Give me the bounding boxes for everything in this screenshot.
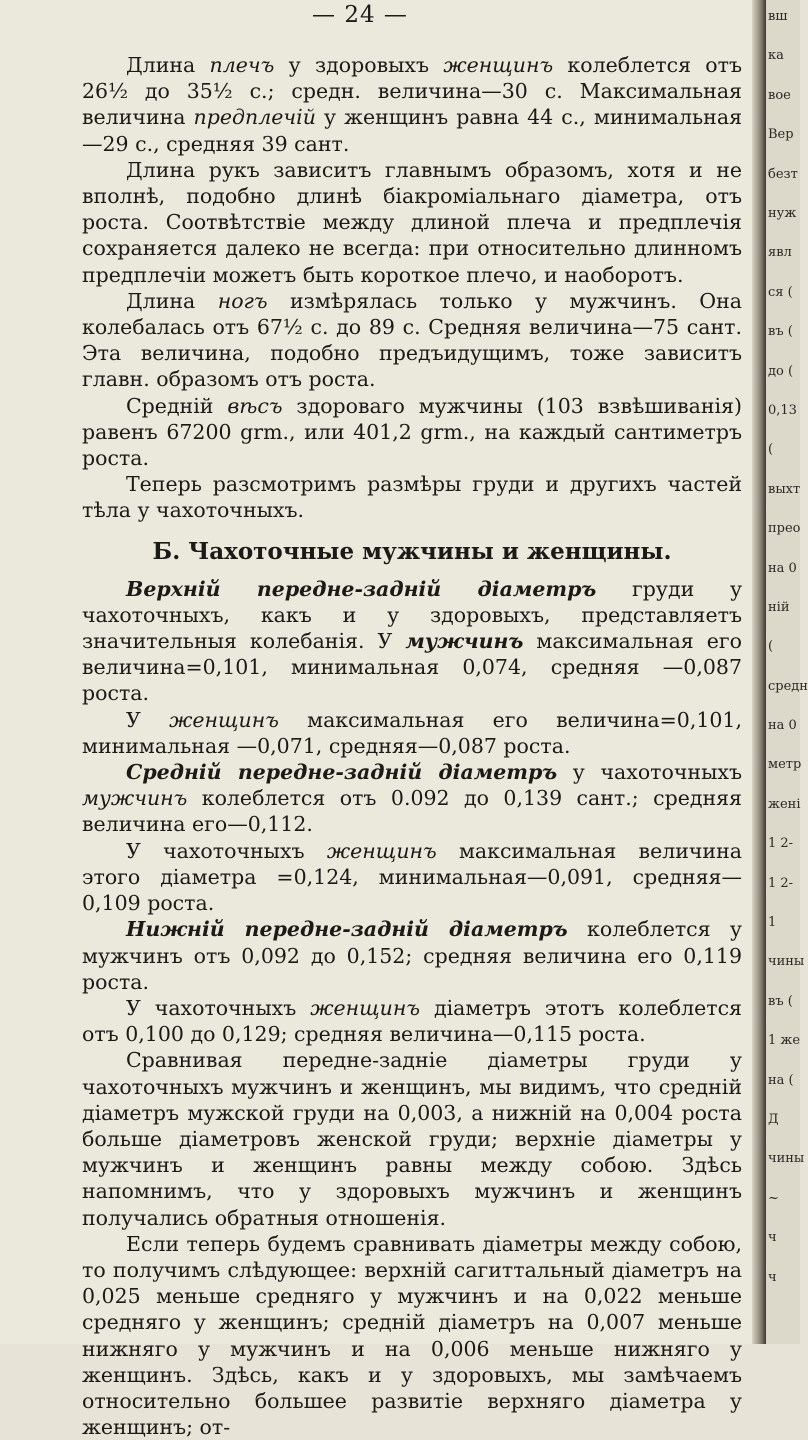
text-run: измѣрялась только у мужчинъ. Она колебалась отъ 67½ с. до 89 с. Средняя величина—75 сант. Эта величина, подобно предъидущимъ, тоже зависитъ главн. образомъ отъ роста.: [82, 288, 742, 392]
text-run: діаметръ этотъ колеблется отъ 0,100 до 0,129; средняя величина—0,115 роста.: [82, 995, 742, 1047]
text-run: максимальная его величина=0,101, минимальная 0,074, средняя —0,087 роста.: [82, 629, 742, 706]
emphasis-run: Средній передне-задній діаметръ: [126, 760, 558, 785]
next-page-fragment: на 0: [768, 560, 797, 576]
paragraph: [82, 393, 742, 472]
next-page-fragment: вш: [768, 9, 788, 24]
next-page-fragment: Д: [768, 1112, 779, 1128]
emphasis-run: женщинъ: [310, 995, 421, 1020]
next-page-fragment: 1 2-: [768, 875, 794, 891]
text-run: У чахоточныхъ: [126, 838, 327, 863]
next-page-edge: [766, 0, 808, 1344]
page-number: — 24 —: [312, 2, 408, 28]
text-run: у здоровыхъ: [274, 53, 444, 77]
next-page-fragment: ка: [768, 48, 784, 64]
next-page-fragment: 0,13: [768, 402, 797, 418]
paragraph: [82, 838, 742, 917]
next-page-fragment: (: [768, 639, 774, 655]
book-gutter: [752, 0, 766, 1344]
emphasis-run: женщинъ: [443, 53, 554, 77]
text-run: У чахоточныхъ: [126, 995, 311, 1020]
text-run: колеблется отъ 0.092 до 0,139 сант.; средняя величина его—0,112.: [82, 786, 742, 837]
next-page-fragment: въ (: [768, 993, 793, 1009]
paragraph: [82, 759, 742, 838]
paragraph: [82, 52, 742, 157]
text-run: колеблется у мужчинъ отъ 0,092 до 0,152; средняя величина его 0,119 роста.: [82, 917, 742, 994]
paragraph: [82, 1231, 742, 1440]
text-run: Если теперь будемъ сравнивать діаметры между собою, то получимъ слѣдующее: верхній сагиттальный діаметръ на 0,025 меньше средняго у мужчинъ и на 0,022 меньше средняго у женщинъ; средній діаметръ на 0,007 меньше нижняго у мужчинъ и на 0,006 меньше нижняго у женщинъ. Здѣсь, какъ и у здоровыхъ, мы замѣчаемъ относительно большее развитіе верхняго діаметра у женщинъ; от-: [82, 1231, 742, 1440]
text-run: Длина: [126, 288, 218, 313]
paragraph: [82, 576, 742, 707]
next-page-fragment: явл: [768, 245, 792, 261]
text-run: Длина рукъ зависитъ главнымъ образомъ, хотя и не вполнѣ, подобно длинѣ біакроміальнаго діаметра, отъ роста. Соотвѣтствіе между длиной плеча и предплечія сохраняется далеко не всегда: при относительно длинномъ предплечіи можетъ быть короткое плечо, и наоборотъ.: [82, 157, 742, 287]
paragraph: [82, 707, 742, 759]
emphasis-run: женщинъ: [169, 707, 279, 732]
next-page-fragment: на 0: [768, 718, 797, 734]
text-run: Длина: [126, 53, 210, 77]
emphasis-run: предплечій: [193, 105, 316, 130]
next-page-fragment: Вер: [768, 127, 794, 143]
next-page-fragment: жені: [768, 796, 801, 812]
paragraph: [82, 471, 742, 523]
page-text: [82, 52, 742, 1440]
emphasis-run: Нижній передне-задній діаметръ: [126, 917, 568, 942]
paragraph: [82, 916, 742, 995]
text-run: Сравнивая передне-задніе діаметры груди у чахоточныхъ мужчинъ и женщинъ, мы видимъ, что средній діаметръ мужской груди на 0,003, а нижній на 0,004 роста больше діаметровъ женской груди; верхніе діаметры у мужчинъ и женщинъ равны между собою. Здѣсь напомнимъ, что у здоровыхъ мужчинъ и женщинъ получались обратныя отношенія.: [82, 1048, 742, 1230]
next-page-fragment: ~: [768, 1190, 779, 1206]
text-run: у женщинъ равна 44 с., минимальная—29 с., средняя 39 сант.: [82, 105, 742, 156]
section-heading: Б. Чахоточные мужчины и женщины.: [152, 537, 672, 565]
next-page-fragment: чины: [768, 1151, 805, 1167]
emphasis-run: вѣсъ: [227, 393, 283, 418]
emphasis-run: ногъ: [217, 288, 268, 313]
next-page-fragment: 1 же: [768, 1033, 801, 1049]
text-run: максимальная величина этого діаметра =0,124, минимальная—0,091, средняя—0,109 роста.: [82, 838, 742, 916]
next-page-fragment: метр: [768, 757, 802, 773]
paragraph: [82, 1047, 742, 1230]
next-page-fragment: 1 2-: [768, 836, 794, 852]
emphasis-run: женщинъ: [326, 838, 437, 863]
next-page-fragment: ній: [768, 599, 790, 615]
next-page-fragment: ч: [768, 1269, 777, 1285]
next-page-fragment: вое: [768, 87, 791, 103]
emphasis-run: плечъ: [209, 53, 275, 77]
next-page-fragment: (: [768, 442, 774, 458]
text-run: колеблется отъ 26½ до 35½ с.; средн. величина—30 с. Максимальная величина: [82, 53, 743, 130]
next-page-fragment: ся (: [768, 284, 793, 300]
emphasis-run: Верхній передне-задній діаметръ: [126, 576, 597, 601]
next-page-fragment: нуж: [768, 205, 797, 221]
next-page-fragment: до (: [768, 363, 794, 379]
next-page-fragment: въ (: [768, 324, 793, 340]
next-page-fragment: выхт: [768, 481, 801, 497]
next-page-fragment: средн: [768, 678, 808, 694]
next-page-fragment: безт: [768, 166, 798, 182]
text-run: груди у чахоточныхъ, какъ и у здоровыхъ, представляетъ значительныя колебанія. У: [82, 576, 743, 654]
paragraph: [82, 288, 742, 393]
next-page-fragment: прео: [768, 521, 801, 537]
paragraph: [82, 995, 742, 1047]
paragraph: [82, 157, 742, 288]
text-run: Теперь разсмотримъ размѣры груди и другихъ частей тѣла у чахоточныхъ.: [82, 472, 742, 523]
text-run: У: [126, 707, 170, 732]
next-page-fragment: ч: [768, 1230, 777, 1246]
text-run: Средній: [126, 393, 228, 418]
emphasis-run: мужчинъ: [405, 629, 524, 654]
emphasis-run: мужчинъ: [82, 786, 188, 811]
text-run: у чахоточныхъ: [557, 760, 742, 785]
text-run: здороваго мужчины (103 взвѣшиванія) равенъ 67200 grm., или 401,2 grm., на каждый сантиметръ роста.: [82, 393, 742, 471]
next-page-fragment: чины: [768, 954, 805, 970]
next-page-fragment: 1: [768, 915, 777, 931]
next-page-fragment: на (: [768, 1072, 794, 1088]
paragraphs-before-heading: [82, 52, 742, 524]
paragraphs-after-heading: [82, 576, 742, 1440]
text-run: максимальная его величина=0,101, минимальная —0,071, средняя—0,087 роста.: [82, 707, 742, 758]
